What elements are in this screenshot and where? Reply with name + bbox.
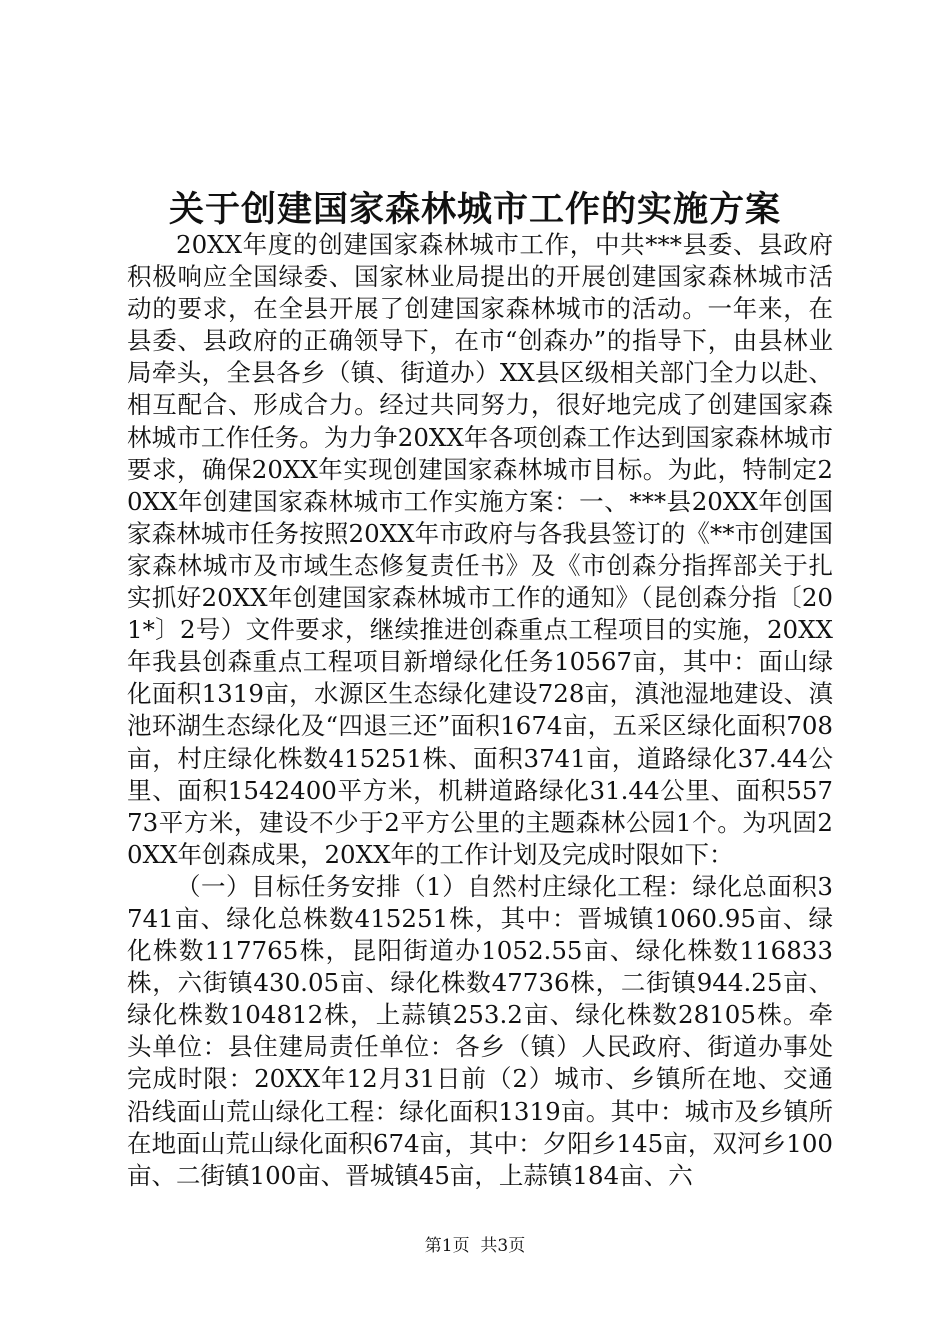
page-footer bbox=[0, 1235, 950, 1257]
paragraph-intro: 20XX年度的创建国家森林城市工作，中共***县委、县政府积极响应全国绿委、国家林业局提出的开展创建国家森林城市活动的要求，在全县开展了创建国家森林城市的活动。一年来，在县委、县政府的正确领导下，在市“创森办”的指导下，由县林业局牵头，全县各乡（镇、街道办）XX县区级相关部门全力以赴、相互配合、形成合力。经过共同努力，很好地完成了创建国家森林城市工作任务。为力争20XX年各项创森工作达到国家森林城市要求，确保20XX年实现创建国家森林城市目标。为此，特制定20XX年创建国家森林城市工作实施方案：一、***县20XX年创国家森林城市任务按照20XX年市政府与各我县签订的《**市创建国家森林城市及市域生态修复责任书》及《市创森分指挥部关于扎实抓好20XX年创建国家森林城市工作的通知》（昆创森分指〔201*〕2号）文件要求，继续推进创森重点工程项目的实施，20XX年我县创森重点工程项目新增绿化任务10567亩，其中：面山绿化面积1319亩，水源区生态绿化建设728亩，滇池湿地建设、滇池环湖生态绿化及“四退三还”面积1674亩，五采区绿化面积708亩，村庄绿化株数415251株、面积3741亩，道路绿化37.44公里、面积1542400平方米，机耕道路绿化31.44公里、面积55773平方米，建设不少于2平方公里的主题森林公园1个。为巩固20XX年创森成果，20XX年的工作计划及完成时限如下： bbox=[127, 230, 833, 869]
paragraph-targets: （一）目标任务安排（1）自然村庄绿化工程：绿化总面积3741亩、绿化总株数415251株，其中：晋城镇1060.95亩、绿化株数117765株，昆阳街道办1052.55亩、绿化株数116833株，六街镇430.05亩、绿化株数47736株，二街镇944.25亩、绿化株数104812株，上蒜镇253.2亩、绿化株数28105株。牵头单位：县住建局责任单位：各乡（镇）人民政府、街道办事处完成时限：20XX年12月31日前（2）城市、乡镇所在地、交通沿线面山荒山绿化工程：绿化面积1319亩。其中：城市及乡镇所在地面山荒山绿化面积674亩，其中：夕阳乡145亩，双河乡100亩、二街镇100亩、晋城镇45亩，上蒜镇184亩、六 bbox=[127, 871, 833, 1190]
document-title: 关于创建国家森林城市工作的实施方案 bbox=[168, 189, 781, 230]
footer-separator bbox=[470, 1236, 481, 1256]
document-body bbox=[127, 229, 833, 1192]
page-total: 共3页 bbox=[480, 1236, 526, 1256]
page-number: 第1页 bbox=[424, 1236, 470, 1256]
